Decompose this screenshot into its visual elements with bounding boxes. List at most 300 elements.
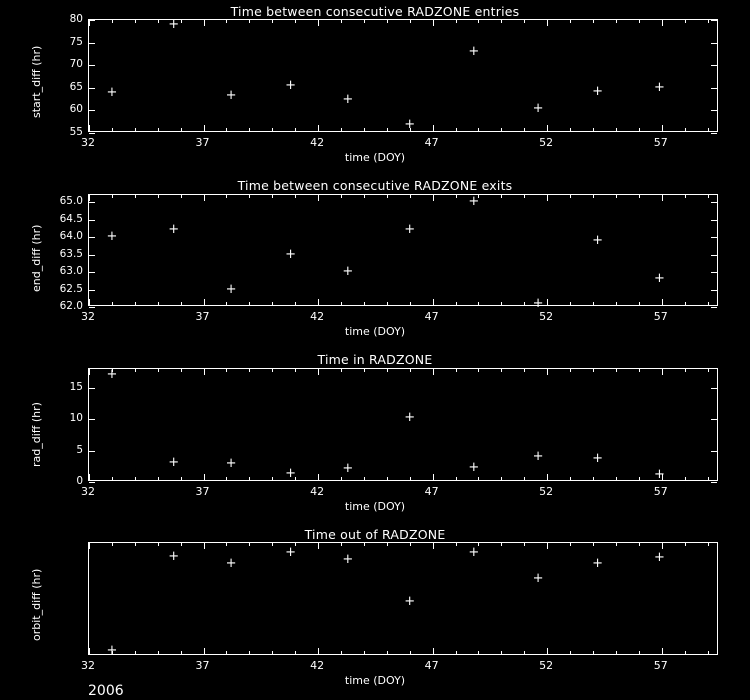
x-tick-label: 32 (81, 659, 95, 672)
x-minor-tick (570, 369, 571, 372)
x-tick (433, 474, 434, 480)
x-tick-label: 57 (653, 659, 668, 672)
x-minor-tick (226, 302, 227, 305)
x-minor-tick (478, 128, 479, 131)
x-minor-tick (593, 543, 594, 546)
data-point-marker: + (285, 78, 297, 94)
x-minor-tick (410, 543, 411, 546)
x-minor-tick (364, 369, 365, 372)
x-minor-tick (181, 651, 182, 654)
x-minor-tick (295, 369, 296, 372)
data-point-marker: + (168, 549, 180, 565)
x-minor-tick (341, 302, 342, 305)
x-minor-tick (456, 128, 457, 131)
x-tick (547, 648, 548, 654)
y-tick (89, 451, 95, 452)
chart-title: Time between consecutive RADZONE entries (230, 4, 520, 19)
x-minor-tick (685, 195, 686, 198)
data-point-marker: + (468, 544, 480, 560)
x-minor-tick (456, 195, 457, 198)
x-tick (89, 474, 90, 480)
x-axis-label: time (DOY) (344, 151, 406, 164)
x-minor-tick (226, 369, 227, 372)
data-point-marker: + (653, 271, 665, 286)
y-tick (711, 20, 717, 21)
x-minor-tick (341, 128, 342, 131)
y-tick-label: 63.0 (59, 265, 83, 277)
x-minor-tick (410, 651, 411, 654)
x-minor-tick (249, 302, 250, 305)
y-tick-label: 55 (69, 126, 83, 138)
data-point-marker: + (342, 92, 354, 108)
data-point-marker: + (342, 264, 354, 279)
x-tick-label: 42 (310, 136, 325, 149)
x-minor-tick (478, 651, 479, 654)
x-minor-tick (616, 369, 617, 372)
data-point-marker: + (168, 455, 180, 471)
x-minor-tick (708, 651, 709, 654)
x-minor-tick (158, 477, 159, 480)
x-minor-tick (708, 369, 709, 372)
x-minor-tick (685, 369, 686, 372)
data-point-marker: + (468, 460, 480, 476)
y-tick-label: 75 (69, 35, 83, 48)
x-minor-tick (249, 128, 250, 131)
x-minor-tick (410, 477, 411, 480)
x-tick-label: 37 (195, 136, 210, 149)
data-point-marker: + (653, 467, 665, 483)
y-tick (89, 419, 95, 420)
data-point-marker: + (532, 295, 544, 311)
x-minor-tick (158, 128, 159, 131)
data-point-marker: + (342, 552, 354, 568)
x-tick (547, 195, 548, 201)
x-tick-label: 47 (424, 136, 439, 149)
y-axis-label: end_diff (hr) (30, 224, 43, 292)
y-tick (711, 272, 717, 273)
x-axis-label: time (DOY) (344, 500, 406, 513)
x-tick (662, 299, 663, 305)
x-minor-tick (226, 128, 227, 131)
y-tick (711, 202, 717, 203)
x-minor-tick (685, 651, 686, 654)
x-minor-tick (616, 477, 617, 480)
x-minor-tick (112, 477, 113, 480)
data-point-marker: + (285, 246, 297, 262)
plot-area (88, 542, 718, 658)
data-point-marker: + (592, 232, 604, 248)
y-tick (89, 88, 95, 89)
y-tick-label: 65 (69, 80, 83, 93)
x-tick-label: 47 (424, 659, 439, 672)
data-point-marker: + (106, 367, 118, 383)
x-minor-tick (685, 302, 686, 305)
x-minor-tick (685, 128, 686, 131)
x-minor-tick (478, 543, 479, 546)
x-minor-tick (524, 302, 525, 305)
x-tick (433, 299, 434, 305)
x-minor-tick (181, 195, 182, 198)
x-minor-tick (639, 543, 640, 546)
x-minor-tick (135, 369, 136, 372)
y-tick (711, 290, 717, 291)
x-minor-tick (341, 477, 342, 480)
x-minor-tick (135, 543, 136, 546)
x-tick (318, 195, 319, 201)
x-tick-label: 37 (195, 485, 210, 498)
x-minor-tick (501, 369, 502, 372)
y-tick (711, 43, 717, 44)
x-minor-tick (570, 477, 571, 480)
y-tick (89, 65, 95, 66)
x-minor-tick (456, 20, 457, 23)
x-minor-tick (295, 477, 296, 480)
year-label: 2006 (88, 683, 124, 699)
y-tick (711, 255, 717, 256)
x-minor-tick (364, 543, 365, 546)
x-tick-label: 57 (653, 136, 668, 149)
x-axis-label: time (DOY) (344, 674, 406, 687)
x-tick-label: 42 (310, 485, 325, 498)
x-minor-tick (295, 128, 296, 131)
x-minor-tick (410, 195, 411, 198)
x-minor-tick (708, 128, 709, 131)
x-tick (433, 543, 434, 549)
y-tick (711, 451, 717, 452)
x-minor-tick (478, 195, 479, 198)
x-tick (318, 369, 319, 375)
data-point-marker: + (106, 229, 118, 244)
x-minor-tick (158, 543, 159, 546)
data-point-marker: + (532, 448, 544, 464)
x-minor-tick (524, 20, 525, 23)
x-minor-tick (272, 20, 273, 23)
x-tick (89, 299, 90, 305)
plot-area (88, 368, 718, 481)
x-minor-tick (524, 543, 525, 546)
x-tick (547, 369, 548, 375)
x-tick-label: 52 (539, 136, 554, 149)
x-minor-tick (249, 369, 250, 372)
x-tick (204, 299, 205, 305)
x-minor-tick (639, 302, 640, 305)
x-minor-tick (501, 20, 502, 23)
x-minor-tick (364, 20, 365, 23)
x-minor-tick (295, 651, 296, 654)
data-point-marker: + (532, 570, 544, 586)
x-minor-tick (570, 128, 571, 131)
x-tick (547, 20, 548, 26)
x-minor-tick (524, 369, 525, 372)
y-tick-label: 15 (69, 380, 83, 393)
x-minor-tick (158, 369, 159, 372)
y-tick (89, 237, 95, 238)
x-minor-tick (639, 477, 640, 480)
x-minor-tick (341, 543, 342, 546)
data-point-marker: + (404, 116, 416, 132)
x-minor-tick (410, 302, 411, 305)
y-tick-label: 5 (76, 443, 83, 456)
x-minor-tick (387, 302, 388, 305)
x-minor-tick (181, 128, 182, 131)
x-minor-tick (593, 369, 594, 372)
x-minor-tick (524, 651, 525, 654)
x-tick (547, 543, 548, 549)
x-tick (89, 125, 90, 131)
x-minor-tick (616, 20, 617, 23)
data-point-marker: + (342, 461, 354, 477)
x-minor-tick (135, 302, 136, 305)
x-minor-tick (708, 195, 709, 198)
x-tick-label: 32 (81, 485, 95, 498)
x-minor-tick (135, 195, 136, 198)
x-minor-tick (410, 128, 411, 131)
data-point-marker: + (285, 466, 297, 482)
x-minor-tick (112, 195, 113, 198)
x-tick (662, 20, 663, 26)
x-minor-tick (456, 369, 457, 372)
y-tick (89, 255, 95, 256)
x-minor-tick (616, 128, 617, 131)
x-minor-tick (295, 543, 296, 546)
x-minor-tick (501, 651, 502, 654)
x-tick (89, 543, 90, 549)
x-minor-tick (181, 477, 182, 480)
y-tick (711, 482, 717, 483)
x-minor-tick (524, 195, 525, 198)
x-tick-label: 42 (310, 310, 325, 323)
x-tick (204, 543, 205, 549)
x-minor-tick (708, 302, 709, 305)
x-minor-tick (364, 195, 365, 198)
y-tick (89, 307, 95, 308)
x-tick-label: 47 (424, 310, 439, 323)
x-minor-tick (524, 477, 525, 480)
y-axis-label: rad_diff (hr) (30, 401, 43, 467)
data-point-marker: + (225, 556, 237, 572)
x-tick (89, 648, 90, 654)
x-minor-tick (226, 543, 227, 546)
x-tick-label: 47 (424, 485, 439, 498)
x-minor-tick (295, 302, 296, 305)
data-point-marker: + (225, 281, 237, 297)
x-tick (318, 299, 319, 305)
x-minor-tick (593, 20, 594, 23)
x-minor-tick (387, 651, 388, 654)
x-minor-tick (639, 128, 640, 131)
x-minor-tick (708, 477, 709, 480)
x-minor-tick (387, 128, 388, 131)
y-tick (89, 20, 95, 21)
x-tick (318, 125, 319, 131)
x-minor-tick (456, 302, 457, 305)
x-minor-tick (272, 651, 273, 654)
x-minor-tick (639, 195, 640, 198)
x-minor-tick (387, 195, 388, 198)
x-tick (433, 369, 434, 375)
data-point-marker: + (592, 84, 604, 100)
x-minor-tick (639, 651, 640, 654)
x-minor-tick (685, 477, 686, 480)
x-minor-tick (272, 302, 273, 305)
x-minor-tick (135, 651, 136, 654)
y-tick (89, 133, 95, 134)
data-point-marker: + (106, 85, 118, 101)
x-minor-tick (593, 477, 594, 480)
x-minor-tick (456, 543, 457, 546)
plot-area (88, 19, 718, 132)
x-minor-tick (501, 195, 502, 198)
x-minor-tick (226, 195, 227, 198)
x-minor-tick (410, 20, 411, 23)
x-minor-tick (341, 20, 342, 23)
chart-title: Time between consecutive RADZONE exits (237, 178, 513, 193)
y-tick (711, 65, 717, 66)
x-tick-label: 32 (81, 136, 95, 149)
data-point-marker: + (404, 409, 416, 425)
y-tick-label: 60 (69, 103, 83, 116)
chart-title: Time in RADZONE (317, 352, 433, 367)
y-tick-label: 62.5 (59, 282, 83, 295)
x-minor-tick (112, 369, 113, 372)
x-minor-tick (593, 195, 594, 198)
y-tick (89, 388, 95, 389)
x-minor-tick (364, 477, 365, 480)
y-axis-label: start_diff (hr) (30, 45, 43, 118)
y-tick-label: 0 (76, 475, 83, 487)
x-minor-tick (295, 20, 296, 23)
x-minor-tick (341, 369, 342, 372)
x-tick (433, 648, 434, 654)
x-minor-tick (272, 543, 273, 546)
x-minor-tick (616, 543, 617, 546)
x-tick (204, 20, 205, 26)
x-minor-tick (249, 477, 250, 480)
x-tick (433, 195, 434, 201)
chart-title: Time out of RADZONE (304, 527, 446, 542)
plot-area (88, 194, 718, 311)
data-point-marker: + (404, 594, 416, 610)
x-minor-tick (456, 651, 457, 654)
x-tick (547, 474, 548, 480)
x-minor-tick (708, 20, 709, 23)
x-minor-tick (593, 651, 594, 654)
x-minor-tick (226, 20, 227, 23)
x-tick (89, 195, 90, 201)
y-tick (711, 388, 717, 389)
x-minor-tick (158, 302, 159, 305)
x-tick (89, 369, 90, 375)
x-tick (318, 474, 319, 480)
x-tick (318, 543, 319, 549)
y-tick (711, 237, 717, 238)
x-minor-tick (272, 369, 273, 372)
x-minor-tick (387, 20, 388, 23)
data-point-marker: + (653, 549, 665, 565)
x-minor-tick (410, 369, 411, 372)
x-minor-tick (341, 651, 342, 654)
x-minor-tick (570, 543, 571, 546)
x-minor-tick (570, 651, 571, 654)
x-minor-tick (685, 543, 686, 546)
x-tick (318, 20, 319, 26)
x-tick (662, 648, 663, 654)
y-tick (89, 110, 95, 111)
x-axis-label: time (DOY) (344, 325, 406, 338)
y-tick-label: 64.0 (59, 230, 83, 242)
x-minor-tick (112, 543, 113, 546)
y-tick (89, 290, 95, 291)
x-tick-label: 57 (653, 485, 668, 498)
data-point-marker: + (168, 17, 180, 33)
data-point-marker: + (404, 222, 416, 237)
data-point-marker: + (592, 451, 604, 467)
x-minor-tick (364, 651, 365, 654)
x-minor-tick (112, 20, 113, 23)
y-tick-label: 70 (69, 58, 83, 71)
x-tick (547, 125, 548, 131)
y-tick-label: 65.0 (59, 195, 83, 207)
data-point-marker: + (653, 79, 665, 95)
x-tick (662, 474, 663, 480)
x-tick (204, 125, 205, 131)
x-minor-tick (570, 20, 571, 23)
x-minor-tick (135, 477, 136, 480)
x-tick-label: 52 (539, 659, 554, 672)
x-tick (204, 195, 205, 201)
x-minor-tick (456, 477, 457, 480)
y-tick-label: 10 (69, 412, 83, 425)
x-minor-tick (112, 302, 113, 305)
x-minor-tick (639, 369, 640, 372)
x-tick (204, 474, 205, 480)
x-tick-label: 52 (539, 485, 554, 498)
y-tick (711, 307, 717, 308)
x-tick-label: 57 (653, 310, 668, 323)
x-minor-tick (387, 477, 388, 480)
x-minor-tick (181, 369, 182, 372)
x-tick (662, 125, 663, 131)
data-point-marker: + (225, 87, 237, 103)
data-point-marker: + (168, 222, 180, 237)
x-tick (433, 20, 434, 26)
x-tick (204, 648, 205, 654)
x-minor-tick (364, 302, 365, 305)
x-minor-tick (112, 651, 113, 654)
y-tick-label: 80 (69, 13, 83, 25)
x-tick (433, 125, 434, 131)
y-tick (89, 220, 95, 221)
x-minor-tick (249, 195, 250, 198)
x-minor-tick (181, 543, 182, 546)
x-minor-tick (708, 543, 709, 546)
y-tick (89, 482, 95, 483)
x-minor-tick (616, 195, 617, 198)
x-tick (662, 369, 663, 375)
x-minor-tick (478, 302, 479, 305)
data-point-marker: + (468, 43, 480, 59)
x-minor-tick (593, 302, 594, 305)
x-tick-label: 37 (195, 310, 210, 323)
y-tick-label: 64.5 (59, 212, 83, 225)
x-minor-tick (501, 543, 502, 546)
x-minor-tick (249, 543, 250, 546)
x-tick-label: 52 (539, 310, 554, 323)
y-tick-label: 62.0 (59, 300, 83, 312)
x-minor-tick (616, 302, 617, 305)
x-minor-tick (135, 128, 136, 131)
x-minor-tick (570, 302, 571, 305)
